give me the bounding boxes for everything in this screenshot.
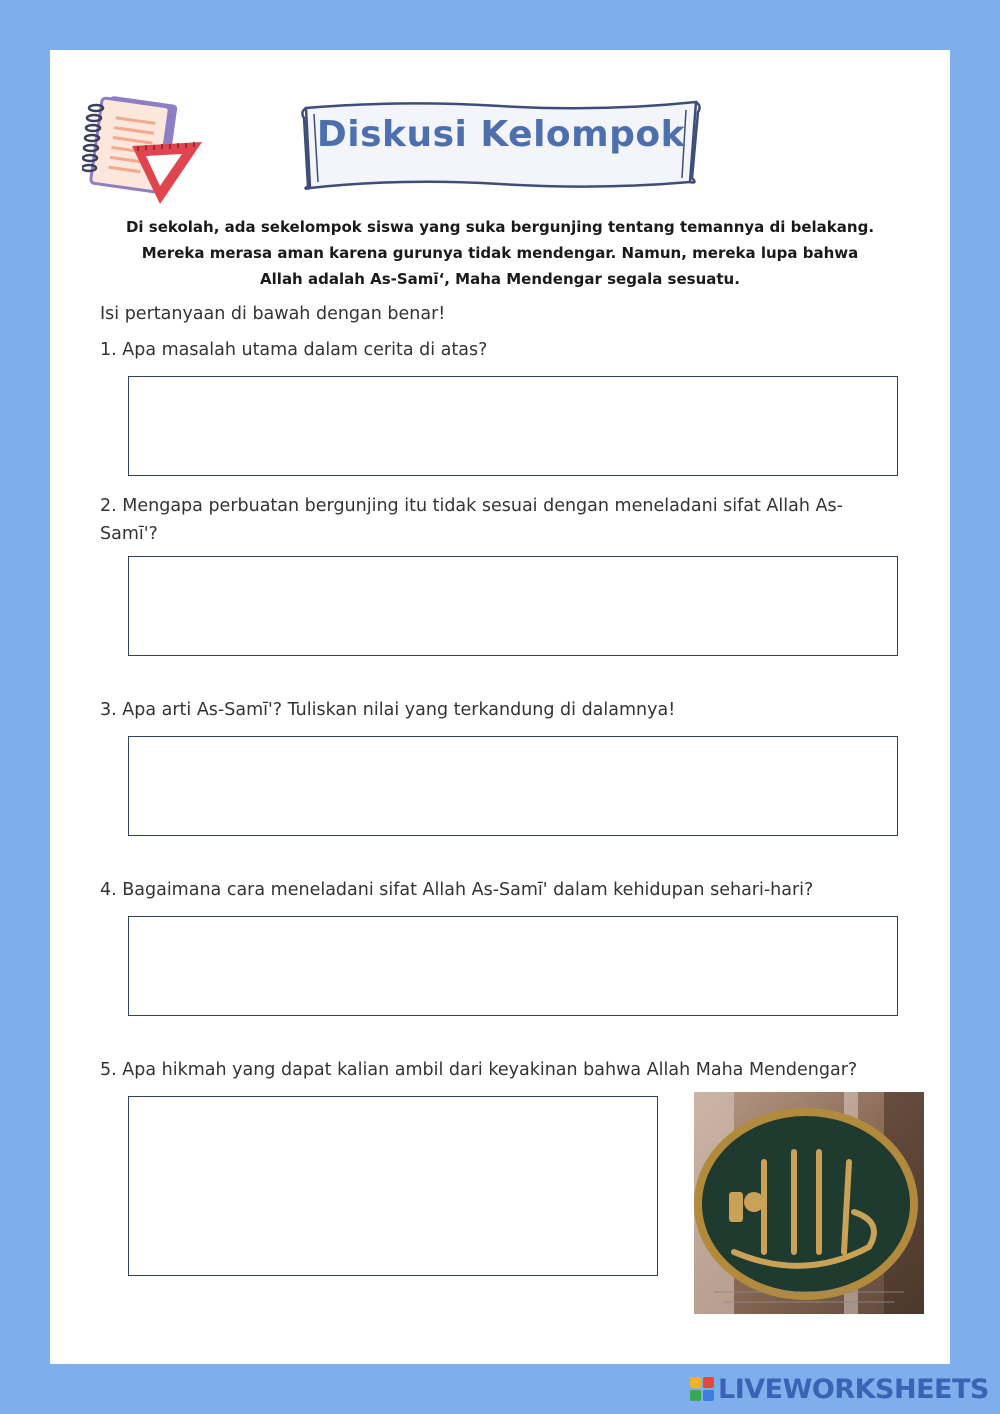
- calligraphy-photo: [694, 1092, 924, 1314]
- question-4: 4. Bagaimana cara meneladani sifat Allah As-Samī' dalam kehidupan sehari-hari?: [100, 880, 814, 900]
- question-1: 1. Apa masalah utama dalam cerita di atas?: [100, 340, 488, 360]
- notebook-with-ruler-icon: [82, 94, 206, 206]
- story-line: Mereka merasa aman karena gurunya tidak mendengar. Namun, mereka lupa bahwa: [141, 244, 859, 262]
- answer-box-4[interactable]: [128, 916, 898, 1016]
- brand-name: LIVEWORKSHEETS: [718, 1373, 989, 1405]
- instruction-text: Isi pertanyaan di bawah dengan benar!: [100, 304, 446, 324]
- worksheet-page: [50, 50, 950, 1364]
- answer-box-5[interactable]: [128, 1096, 658, 1276]
- story-line: Allah adalah As-Samī‘, Maha Mendengar segala sesuatu.: [260, 270, 740, 288]
- page-title: Diskusi Kelompok: [316, 114, 686, 155]
- story-line: Di sekolah, ada sekelompok siswa yang suka bergunjing tentang temannya di belakang.: [125, 218, 875, 236]
- liveworksheets-logo-icon: [690, 1377, 714, 1401]
- title-banner: [300, 98, 702, 194]
- answer-box-3[interactable]: [128, 736, 898, 836]
- answer-box-1[interactable]: [128, 376, 898, 476]
- question-3: 3. Apa arti As-Samī'? Tuliskan nilai yang terkandung di dalamnya!: [100, 700, 676, 720]
- story-paragraph: [90, 214, 910, 292]
- question-5: 5. Apa hikmah yang dapat kalian ambil dari keyakinan bahwa Allah Maha Mendengar?: [100, 1060, 858, 1080]
- question-2: 2. Mengapa perbuatan bergunjing itu tidak sesuai dengan meneladani sifat Allah As-Samī'?: [100, 496, 843, 544]
- liveworksheets-brand[interactable]: [690, 1373, 989, 1405]
- answer-box-2[interactable]: [128, 556, 898, 656]
